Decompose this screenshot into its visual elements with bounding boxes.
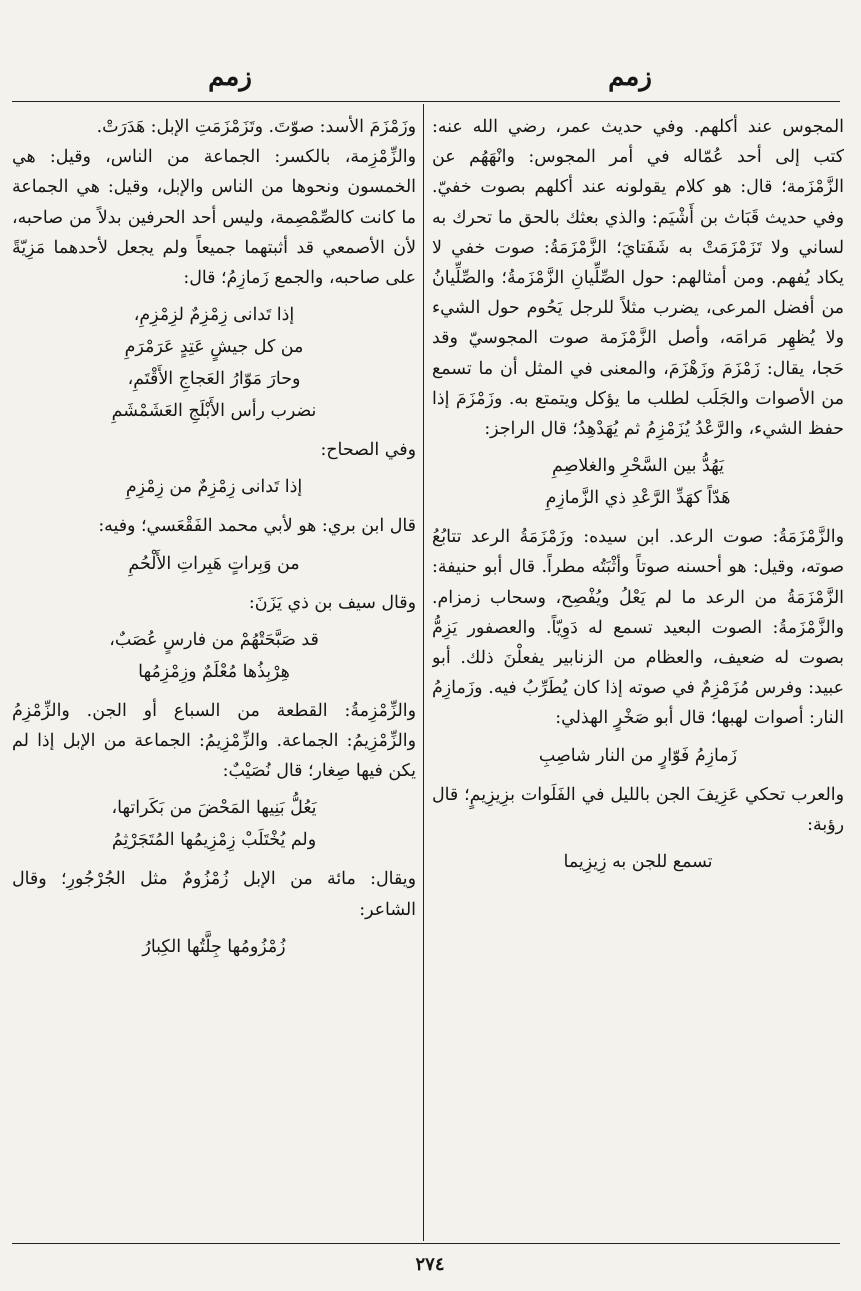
- column-divider: [423, 104, 424, 1241]
- paragraph: قال ابن بري: هو لأبي محمد الفَقْعَسي؛ وفيه:: [98, 516, 416, 537]
- verse-line: من وَبِراتٍ هَبِراتِ الأَلْحُمِ: [128, 553, 300, 574]
- verse-block: [12, 931, 416, 963]
- left-column: [12, 112, 416, 1240]
- verse-line: يَهُدُّ بين السَّحْرِ والغلاصِمِ: [552, 456, 724, 477]
- right-column: [432, 112, 844, 1240]
- verse-block: [432, 740, 844, 772]
- verse-block: [12, 471, 416, 503]
- page-number: ٢٧٤: [415, 1254, 445, 1275]
- verse-line: هَدّاً كهَدِّ الرَّعْدِ ذي الزَّمازِمِ: [545, 488, 731, 509]
- verse-line: نضرب رأس الأَبْلَجِ العَشَمْشَمِ: [111, 401, 317, 422]
- verse-block: [12, 299, 416, 427]
- verse-line: وحارَ مَوّارُ العَجاجِ الأَقْتَمِ،: [127, 369, 301, 390]
- running-head-left: زمم: [208, 62, 252, 92]
- verse-line: زُمْزُومُها جِلَّتُها الكِبارُ: [142, 936, 286, 957]
- verse-line: تسمع للجن به زِيزِيما: [563, 852, 713, 873]
- paragraph: وقال سيف بن ذي يَزَنَ:: [248, 592, 416, 613]
- verse-line: يَعُلُّ بَنِيها المَحْضَ من بَكَراتها،: [111, 798, 317, 819]
- verse-block: [432, 450, 844, 514]
- verse-block: [12, 624, 416, 688]
- paragraph: والزَّمْزَمَةُ: صوت الرعد. ابن سيده: وزَمْزَمَةُ الرعد تتابُعُ صوته، وقيل: هو أحسنه صوتاً وأثْبَتُه مطراً. قال أبو حنيفة: الزَّمْزَمَةُ من الرعد ما لم يَعْلُ ويُفْصِح، وسحاب زمزام. والزَّمْزَمةُ: الصوت البعيد تسمع له دَوِيّاً. والعصفور يَزِمُّ بصوت له ضعيف، والعظام من الزنابير يفعلْنَ ذلك. أبو عبيد: وفرس مُزَمْزِمٌ في صوته إذا كان يُطَرِّبُ فيه. وزَمازِمُ النار: أصوات لهبها؛ قال أبو صَخْرٍ الهذلي:: [432, 527, 844, 729]
- paragraph: ويقال: مائة من الإبل زُمْزُومٌ مثل الجُرْجُورِ؛ وقال الشاعر:: [12, 869, 416, 920]
- paragraph: والزِّمْزِمةُ: القطعة من السباع أو الجن. والزِّمْزِمُ والزِّمْزِيمُ: الجماعة. والزِّمْزِيمُ: الجماعة من الإبل إذا لم يكن فيها صِغار؛ قال نُصَيْبٌ:: [12, 700, 416, 782]
- footer-rule: [12, 1243, 840, 1244]
- verse-line: هِرْبِذُها مُعْلَمٌ وزِمْزِمُها: [138, 661, 290, 682]
- paragraph: والزِّمْزِمة، بالكسر: الجماعة من الناس، وقيل: هي الخمسون ونحوها من الناس والإبل، وقيل: هي الجماعة ما كانت كالصِّمْصِمة، وليس أحد الحرفين بدلاً من صاحبه، لأن الأصمعي قد أثبتهما جميعاً ولم يجعل لأحدهما مَزِيّةً على صاحبه، والجمع زَمازِمُ؛ قال:: [12, 147, 416, 289]
- paragraph: وزَمْزَمَ الأسد: صوّتَ. وتَزَمْزَمَتِ الإبل: هَدَرَتْ.: [96, 117, 416, 137]
- paragraph: والعرب تحكي عَزِيفَ الجن بالليل في الفَلَوات بزِيزِيمٍ؛ قال رؤبة:: [432, 784, 844, 835]
- verse-block: [432, 846, 844, 878]
- verse-block: [12, 548, 416, 580]
- paragraph: وفي الصحاح:: [320, 440, 416, 461]
- paragraph: المجوس عند أكلهم. وفي حديث عمر، رضي الله عنه: كتب إلى أحد عُمّاله في أمر المجوس: وانْهَهُم عن الزَّمْزَمة؛ قال: هو كلام يقولونه عند أكلهم بصوت خفيّ. وفي حديث قَبَاث بن أَشْيَم: والذي بعثك بالحق ما تحرك به لساني ولا تَزَمْزَمَتْ به شَفَتايَ؛ الزَّمْزَمَةُ: صوت خفي لا يكاد يُفهم. ومن أمثالهم: حول الصِّلِّيانِ الزَّمْزَمةُ؛ والصِّلِّيانُ من أفضل المرعى، يضرب مثلاً للرجل يَحُوم حول الشيء ولا يُظهِر مَرامَه، وأصل الزَّمْزَمة صوت المجوسيّ وقد حَجا، يقال: زَمْزَمَ وزَهْزَمَ، والمعنى في المثل أن ما تسمع من الأصوات والجَلَب لطلب ما يؤكل ويتمتع به. وزَمْزَمَ إذا حفظ الشيء، والرَّعْدُ يُزَمْزِمُ ثم يُهَدْهِدُ؛ قال الراجز:: [432, 117, 844, 440]
- verse-line: زَمازِمُ فَوّارٍ من النار شاصِبِ: [538, 745, 738, 766]
- verse-line: إذا تَدانى زِمْزِمٌ من زِمْزِمِ: [125, 477, 303, 498]
- verse-line: ولم يُخْتَلَبْ زِمْزِيمُها المُتَجَرْثِمُ: [111, 830, 317, 851]
- header-rule: [12, 101, 840, 102]
- verse-line: من كل جيشٍ عَتِدٍ عَرَمْرَمِ: [124, 337, 304, 358]
- verse-block: [12, 792, 416, 856]
- verse-line: إذا تَدانى زِمْزِمٌ لزِمْزِمِ،: [133, 305, 295, 326]
- running-head-right: زمم: [608, 62, 652, 92]
- verse-line: قد صَبَّحَتْهُمْ من فارسٍ عُصَبٌ،: [109, 629, 319, 650]
